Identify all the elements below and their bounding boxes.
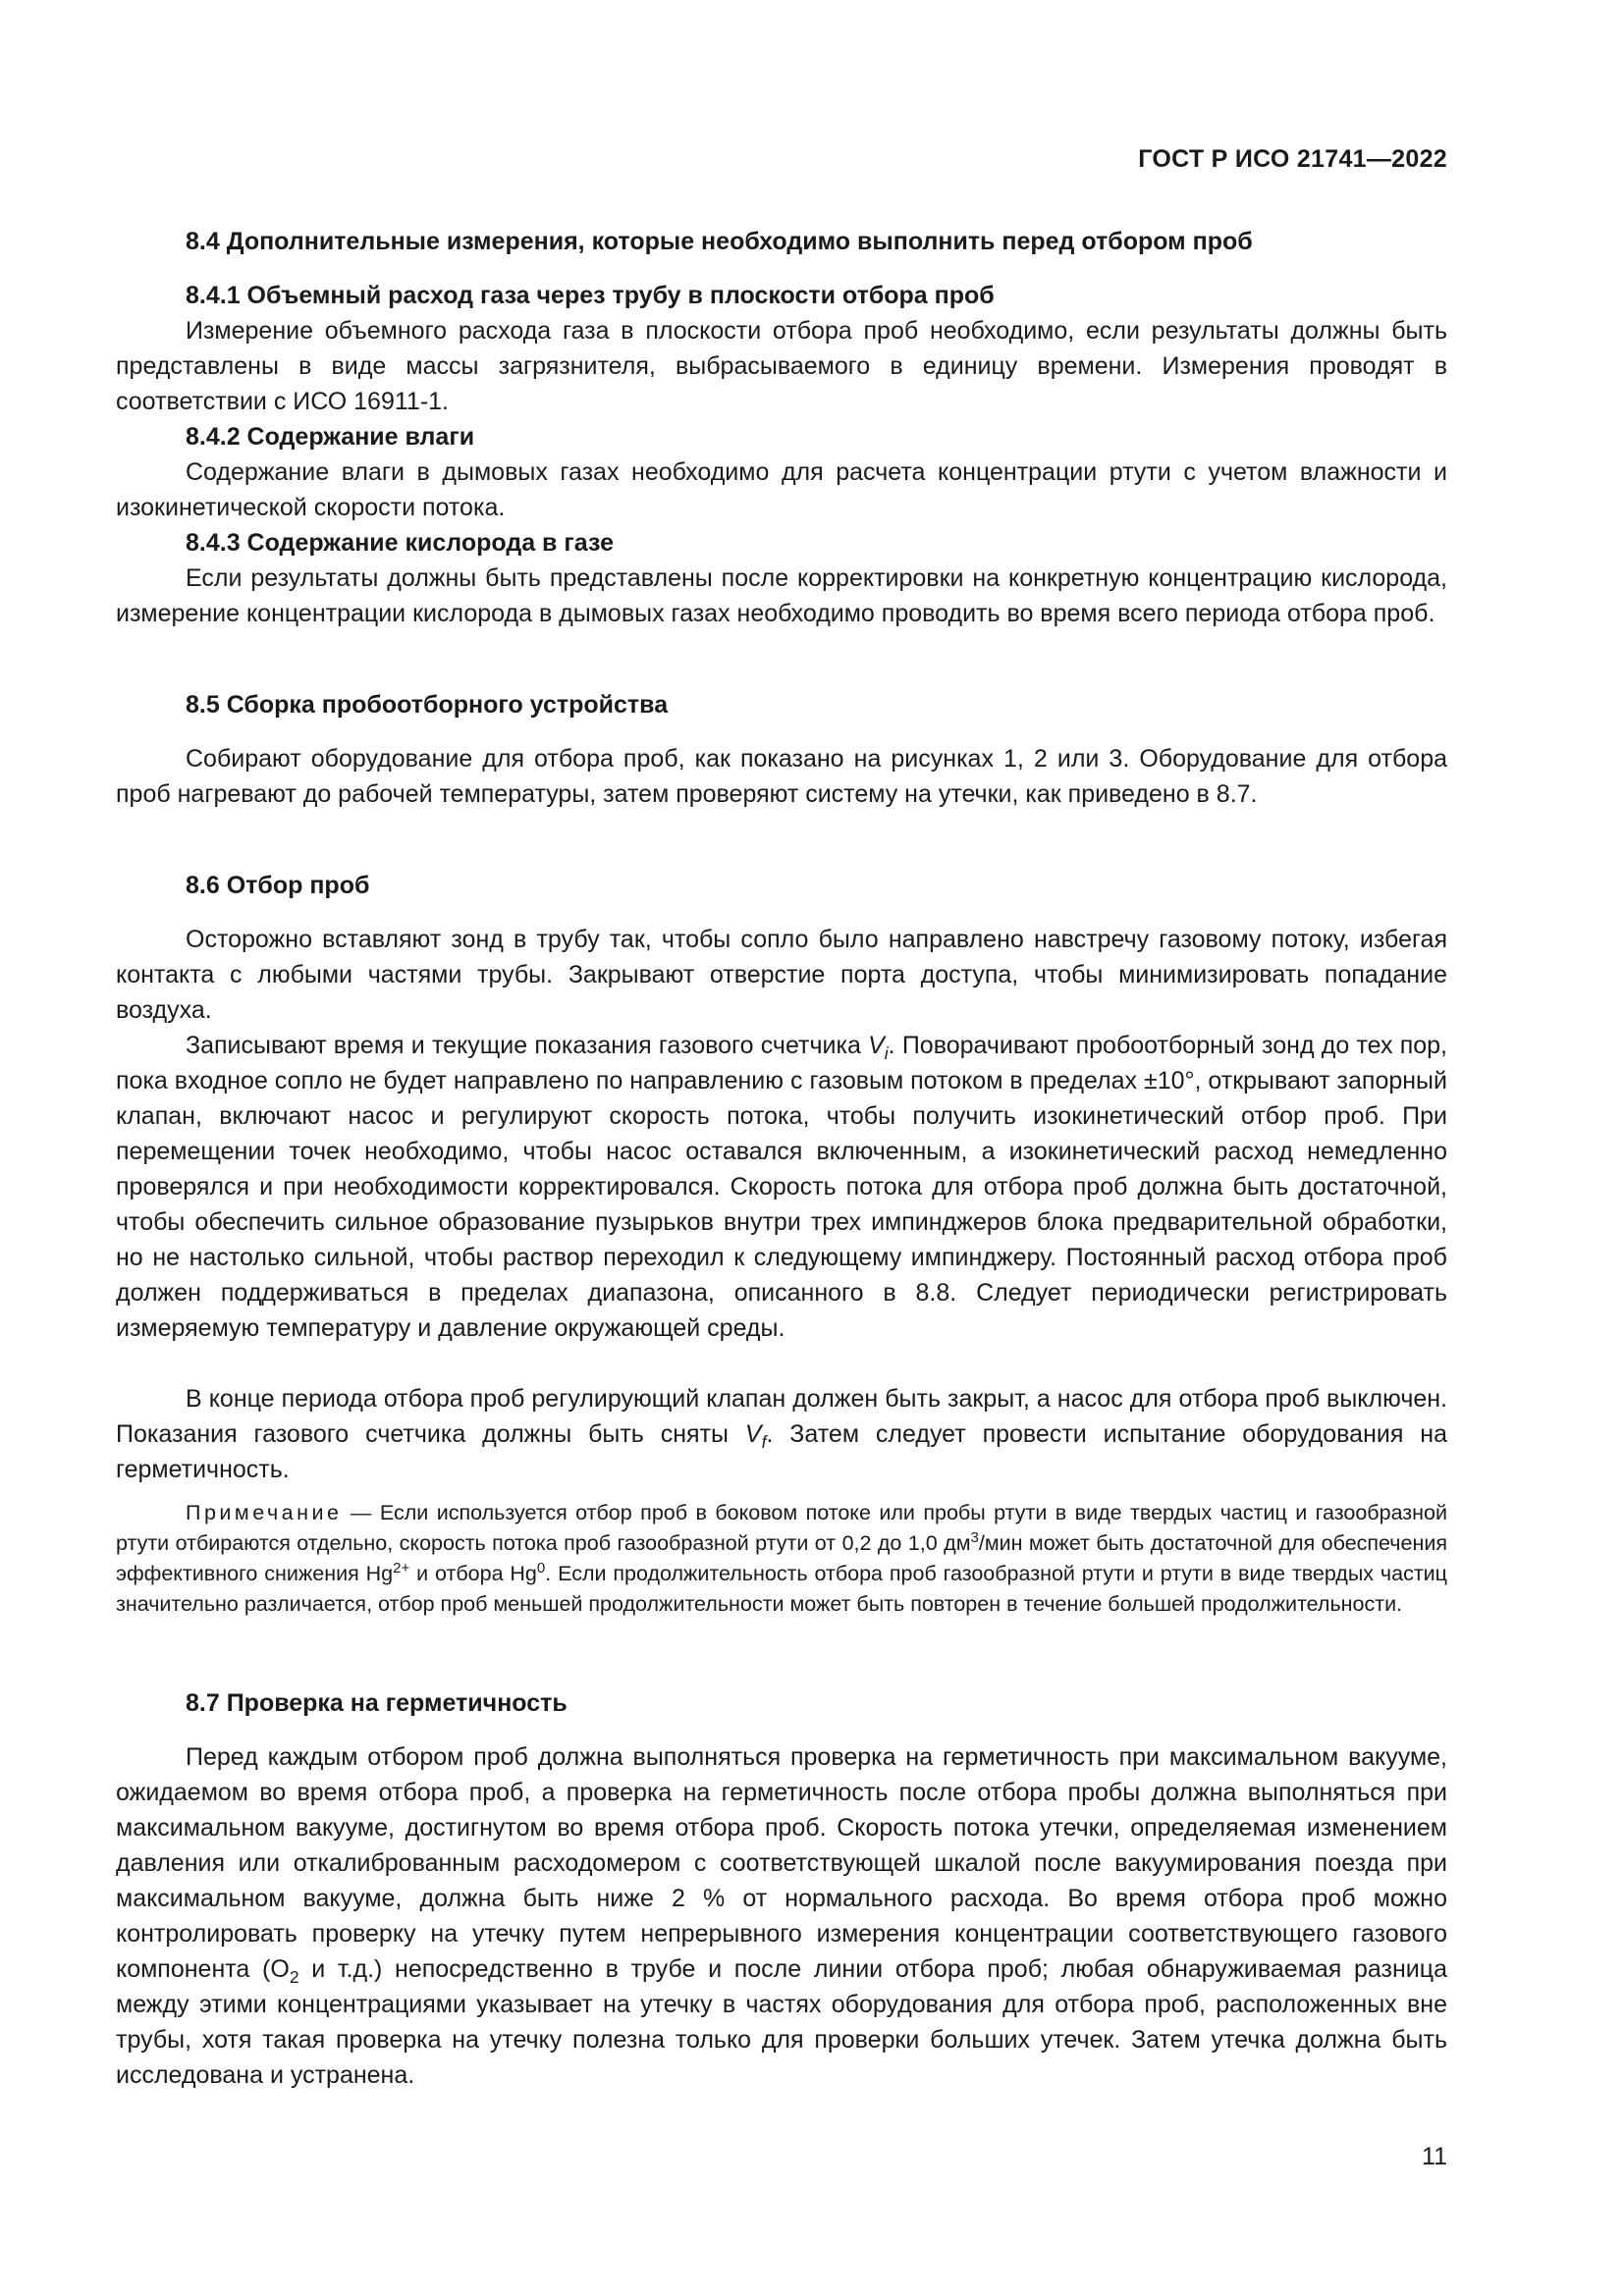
section-8-6-paragraph-1: Осторожно вставляют зонд в трубу так, чтобы сопло было направлено навстречу газовому потоку, избегая контакта с любыми частями трубы. Закрывают отверстие порта доступа, чтобы минимизировать попадание воздуха. [116,926,1447,1024]
variable-v: V [744,1420,762,1448]
section-8-4-3-title: 8.4.3 Содержание кислорода в газе [186,529,614,557]
section-8-4-2-title: 8.4.2 Содержание влаги [186,423,475,451]
section-8-4-3-text: Если результаты должны быть представлены после корректировки на конкретную концентрацию кислорода, измерение концентрации кислорода в дымовых газах необходимо проводить во время всего периода отбора проб. [116,564,1447,627]
section-8-4-1-title: 8.4.1 Объемный расход газа через трубу в плоскости отбора проб [186,282,995,309]
document-header-id: ГОСТ Р ИСО 21741—2022 [1138,145,1447,173]
section-8-6-paragraph-2: Записывают время и текущие показания газового счетчика $V_i$. Поворачивают пробоотборный зонд до тех пор, пока входное сопло не будет направлено по направлению с газовым потоком в пределах ±10°, открывают запорный клапан, включают насос и регулируют скорость потока, чтобы получить изокинетический отбор проб. При перемещении точек необходимо, чтобы насос оставался включенным, а изокинетический расход немедленно проверялся и при необходимости корректировался. Скорость потока для отбора проб должна быть достаточной, чтобы обеспечить сильное образование пузырьков внутри трех импинджеров блока предварительной обработки, но не настолько сильной, чтобы раствор переходил к следующему импинджеру. Постоянный расход отбора проб должен поддерживаться в пределах диапазона, описанного в 8.8. Следует периодически регистрировать измеряемую температуру и давление окружающей среды. [116,1032,1447,1342]
variable-v: V [868,1032,885,1059]
section-8-4-2-text: Содержание влаги в дымовых газах необходимо для расчета концентрации ртути с учетом влажности и изокинетической скорости потока. [116,458,1447,521]
section-8-5-text: Собирают оборудование для отбора проб, как показано на рисунках 1, 2 или 3. Оборудование для отбора проб нагревают до рабочей температуры, затем проверяют систему на утечки, как приведено в 8.7. [116,745,1447,808]
note-label: Примечание [186,1501,343,1524]
page-number: 11 [1422,2143,1447,2170]
section-8-5-title: 8.5 Сборка пробоотборного устройства [186,691,669,719]
section-8-6-note: Примечание — Если используется отбор проб в боковом потоке или пробы ртути в виде твердых частиц и газообразной ртути отбираются отдельно, скорость потока проб газообразной ртути от 0,2 до 1,0 $дм^3$/мин может быть достаточной для обеспечения эффективного снижения $Hg^{2+}$ и отбора Hg$^0$. Если продолжительность отбора проб газообразной ртути и ртути в виде твердых частиц значительно различается, отбор проб меньшей продолжительности может быть повторен в течение большей продолжительности. [116,1501,1447,1616]
section-8-4-1-text: Измерение объемного расхода газа в плоскости отбора проб необходимо, если результаты должны быть представлены в виде массы загрязнителя, выбрасываемого в единицу времени. Измерения проводят в соответствии с ИСО 16911-1. [116,317,1447,415]
section-8-6-paragraph-3: В конце периода отбора проб регулирующий клапан должен быть закрыт, а насос для отбора проб выключен. Показания газового счетчика должны быть сняты $V_f$. Затем следует провести испытание оборудования на герметичность. [116,1385,1447,1483]
section-8-6-title: 8.6 Отбор проб [186,872,370,899]
section-8-7-text: Перед каждым отбором проб должна выполняться проверка на герметичность при максимальном вакууме, ожидаемом во время отбора проб, а проверка на герметичность после отбора пробы должна выполняться при максимальном вакууме, достигнутом во время отбора проб. Скорость потока утечки, определяемая изменением давления или откалиброванным расходомером с соответствующей шкалой после вакуумирования поезда при максимальном вакууме, должна быть ниже 2 % от нормального расхода. Во время отбора проб можно контролировать проверку на утечку путем непрерывного измерения концентрации соответствующего газового компонента ($O_2$ и т.д.) непосредственно в трубе и после линии отбора проб; любая обнаруживаемая разница между этими концентрациями указывает на утечку в частях оборудования для отбора проб, расположенных вне трубы, хотя такая проверка на утечку полезна только для проверки больших утечек. Затем утечка должна быть исследована и устранена. [116,1743,1447,2089]
section-8-7-title: 8.7 Проверка на герметичность [186,1689,568,1717]
section-8-4-title: 8.4 Дополнительные измерения, которые необходимо выполнить перед отбором проб [186,228,1253,255]
